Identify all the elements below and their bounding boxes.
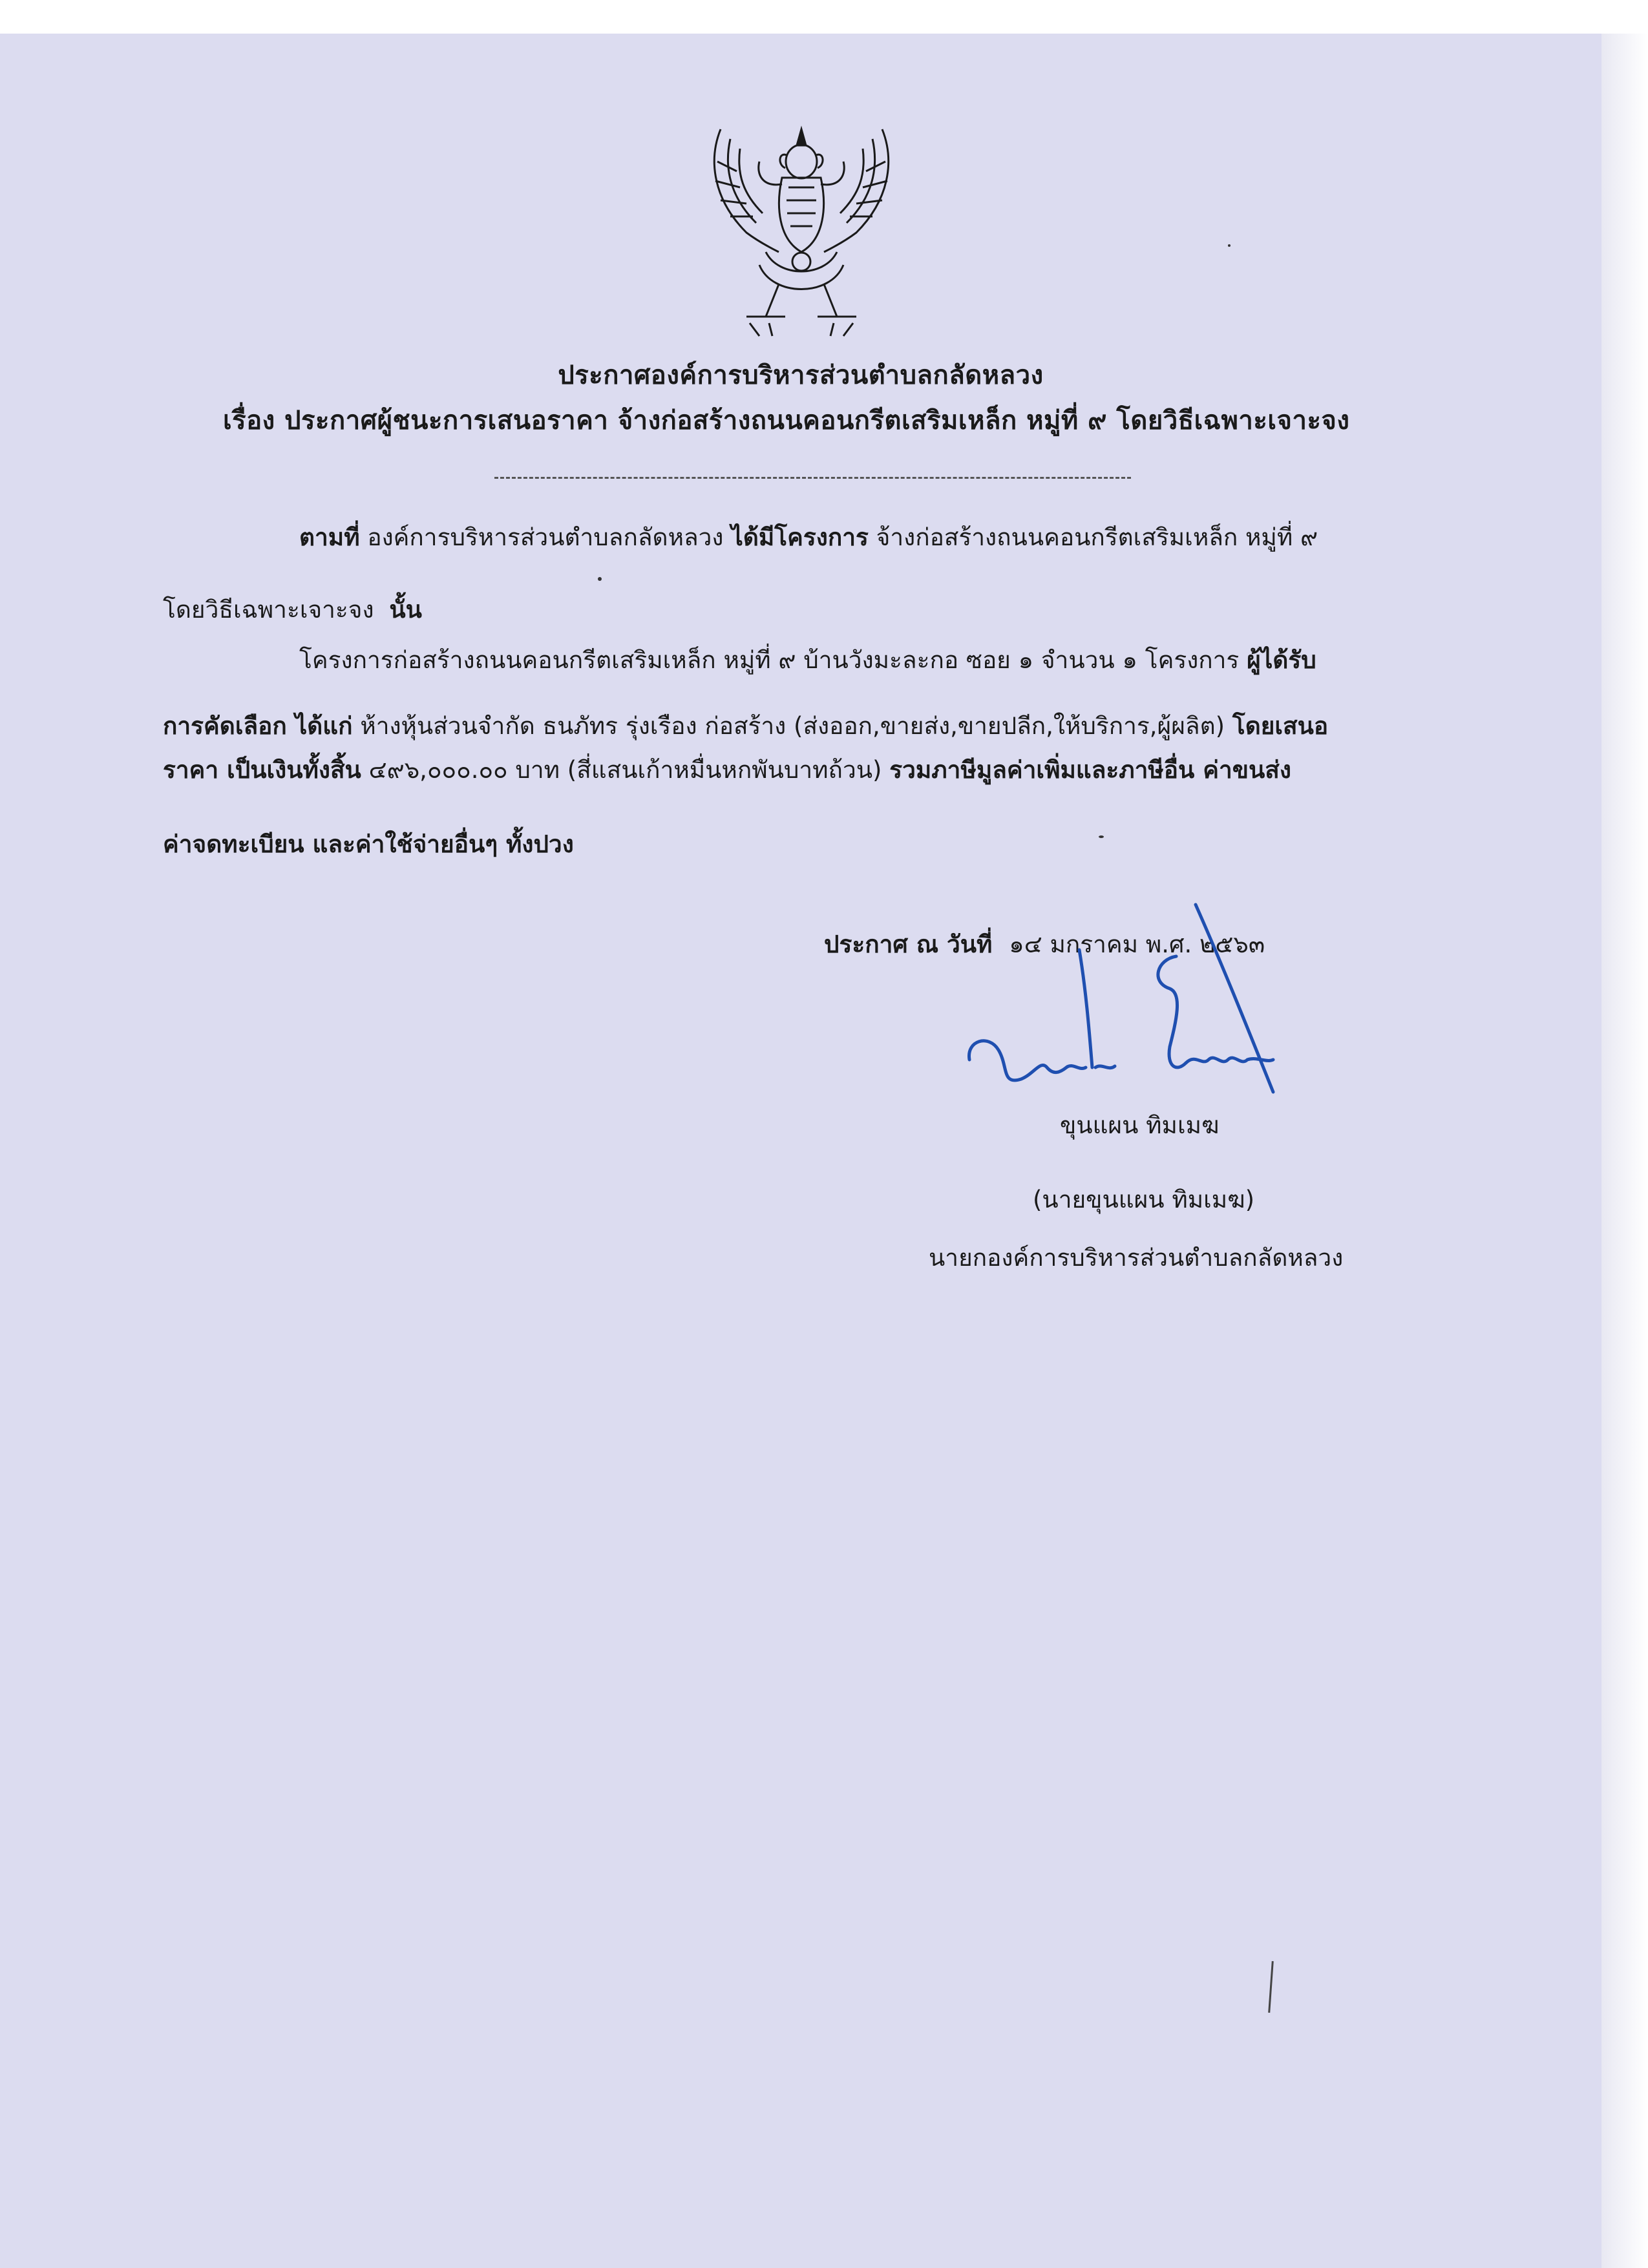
subject-prefix: เรื่อง (223, 406, 275, 436)
scan-edge (1601, 34, 1648, 2268)
para1-prefix: ตามที่ (299, 523, 360, 551)
para2-line1 (299, 646, 1316, 675)
signer-full-name: (นายขุนแผน ทิมเมฆ) (1033, 1186, 1255, 1213)
para2-line2-bold: การคัดเลือก ได้แก่ (163, 712, 353, 740)
para1-line2 (163, 596, 422, 624)
scan-speck (598, 577, 602, 581)
para2-line3-bold-end: รวมภาษีมูลค่าเพิ่มและภาษีอื่น ค่าขนส่ง (889, 756, 1291, 784)
signer-position: นายกองค์การบริหารส่วนตำบลกลัดหลวง (929, 1244, 1344, 1272)
para1-mid: ได้มีโครงการ (731, 523, 869, 551)
scan-speck (1099, 835, 1104, 838)
para1-line1 (299, 523, 1318, 552)
handwritten-signature (963, 898, 1312, 1131)
para2-line4: ค่าจดทะเบียน และค่าใช้จ่ายอื่นๆ ทั้งปวง (163, 830, 574, 858)
announce-date: ๑๔ มกราคม พ.ศ. ๒๕๖๓ (1009, 930, 1265, 958)
separator-rule (494, 477, 1131, 479)
para2-line1-text: โครงการก่อสร้างถนนคอนกรีตเสริมเหล็ก หมู่ที่ ๙ บ้านวังมะละกอ ซอย ๑ จำนวน ๑ โครงการ (299, 646, 1240, 674)
para1-end: นั้น (389, 596, 422, 624)
para1-project: จ้างก่อสร้างถนนคอนกรีตเสริมเหล็ก หมู่ที่ ๙ (876, 523, 1318, 551)
para2-line2-bold-end: โดยเสนอ (1232, 712, 1329, 740)
para2-line3-bold: ราคา เป็นเงินทั้งสิ้น (163, 756, 361, 784)
para2-line3 (163, 756, 1291, 784)
para2-line2-text: ห้างหุ้นส่วนจำกัด ธนภัทร รุ่งเรือง ก่อสร้าง (ส่งออก,ขายส่ง,ขายปลีก,ให้บริการ,ผู้ผลิต) (360, 712, 1225, 740)
announce-label: ประกาศ ณ วันที่ (824, 930, 993, 958)
garuda-emblem-icon (701, 123, 902, 342)
subject-line (223, 399, 1349, 441)
para1-org: องค์การบริหารส่วนตำบลกลัดหลวง (367, 523, 724, 551)
para2-line3-text: ๔๙๖,๐๐๐.๐๐ บาท (สี่แสนเก้าหมื่นหกพันบาทถ้วน) (368, 756, 882, 784)
subject-text: ประกาศผู้ชนะการเสนอราคา จ้างก่อสร้างถนนคอนกรีตเสริมเหล็ก หมู่ที่ ๙ โดยวิธีเฉพาะเจาะจง (284, 406, 1350, 436)
signer-name: ขุนแผน ทิมเมฆ (1060, 1111, 1220, 1139)
para1-method: โดยวิธีเฉพาะเจาะจง (163, 596, 374, 624)
scan-speck (1228, 244, 1231, 247)
para2-line1-bold: ผู้ได้รับ (1247, 646, 1316, 674)
org-title: ประกาศองค์การบริหารส่วนตำบลกลัดหลวง (558, 361, 1044, 390)
para2-line2 (163, 712, 1328, 740)
